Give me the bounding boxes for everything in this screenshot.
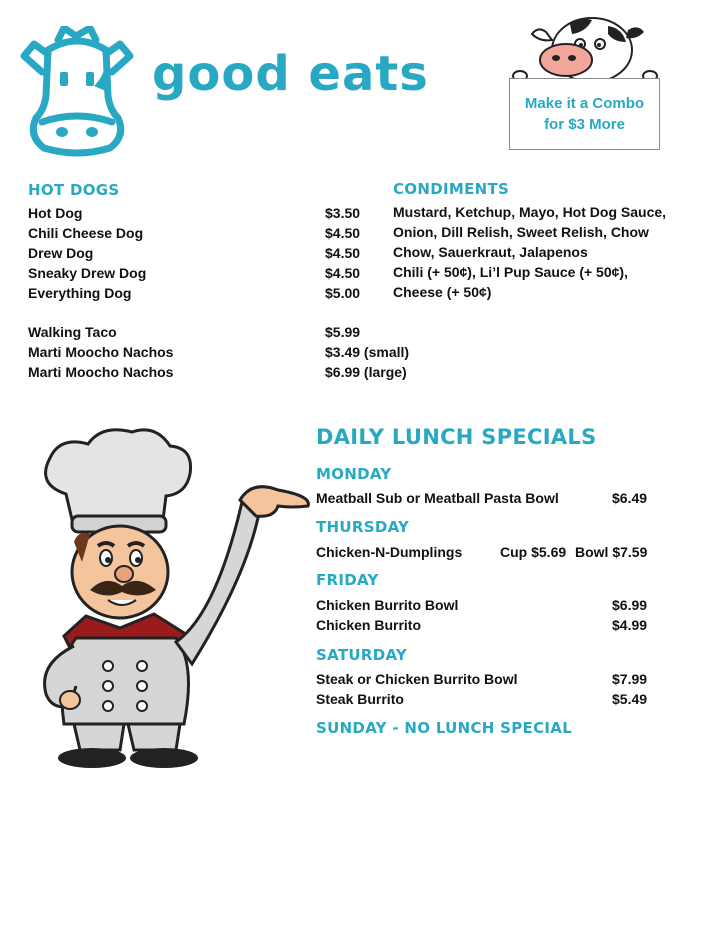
menu-item-price: $6.99 (large) xyxy=(325,364,407,380)
menu-item-name: Drew Dog xyxy=(28,245,94,261)
specials-heading: DAILY LUNCH SPECIALS xyxy=(316,425,597,449)
sunday-note: SUNDAY - NO LUNCH SPECIAL xyxy=(316,719,573,737)
condiments-heading: CONDIMENTS xyxy=(393,180,510,198)
menu-item-name: Sneaky Drew Dog xyxy=(28,265,147,281)
menu-item-price: $3.49 (small) xyxy=(325,344,410,360)
menu-item-name: Walking Taco xyxy=(28,324,117,340)
menu-item-price: $3.50 xyxy=(325,205,361,221)
cartoon-cow-icon xyxy=(512,12,660,82)
day-heading-thursday: THURSDAY xyxy=(316,518,410,536)
condiments-line: Cheese (+ 50¢) xyxy=(393,284,492,300)
special-item-price: $4.99 xyxy=(612,617,648,633)
brand-title: good eats xyxy=(152,46,429,102)
cartoon-chef-icon xyxy=(16,424,316,774)
menu-item-name: Everything Dog xyxy=(28,285,132,301)
day-heading-monday: MONDAY xyxy=(316,465,392,483)
menu-item-price: $5.99 xyxy=(325,324,361,340)
condiments-line: Mustard, Ketchup, Mayo, Hot Dog Sauce, xyxy=(393,204,667,220)
combo-line-1: Make it a Combo xyxy=(524,95,645,112)
combo-line-2: for $3 More xyxy=(544,116,625,133)
condiments-line: Chow, Sauerkraut, Jalapenos xyxy=(393,244,588,260)
special-item-price: $6.99 xyxy=(612,597,648,613)
special-bowl-price: Bowl $7.59 xyxy=(575,544,648,560)
menu-item-price: $4.50 xyxy=(325,225,361,241)
special-item-name: Steak Burrito xyxy=(316,691,404,707)
menu-item-price: $5.00 xyxy=(325,285,361,301)
special-item-name: Meatball Sub or Meatball Pasta Bowl xyxy=(316,490,559,506)
menu-item-name: Marti Moocho Nachos xyxy=(28,364,174,380)
combo-sign xyxy=(509,78,660,150)
special-item-name: Chicken Burrito xyxy=(316,617,422,633)
menu-item-price: $4.50 xyxy=(325,245,361,261)
menu-item-name: Hot Dog xyxy=(28,205,83,221)
special-cup-price: Cup $5.69 xyxy=(500,544,567,560)
cow-face-icon xyxy=(18,26,136,158)
menu-item-name: Marti Moocho Nachos xyxy=(28,344,174,360)
special-item-price: $6.49 xyxy=(612,490,648,506)
special-item-price: $5.49 xyxy=(612,691,648,707)
special-item-name: Chicken-N-Dumplings xyxy=(316,544,463,560)
condiments-line: Chili (+ 50¢), Li’l Pup Sauce (+ 50¢), xyxy=(393,264,628,280)
special-item-name: Chicken Burrito Bowl xyxy=(316,597,459,613)
day-heading-saturday: SATURDAY xyxy=(316,646,408,664)
condiments-line: Onion, Dill Relish, Sweet Relish, Chow xyxy=(393,224,649,240)
hot-dogs-heading: HOT DOGS xyxy=(28,181,120,199)
menu-item-name: Chili Cheese Dog xyxy=(28,225,144,241)
day-heading-friday: FRIDAY xyxy=(316,571,379,589)
special-item-price: $7.99 xyxy=(612,671,648,687)
special-item-name: Steak or Chicken Burrito Bowl xyxy=(316,671,518,687)
menu-item-price: $4.50 xyxy=(325,265,361,281)
